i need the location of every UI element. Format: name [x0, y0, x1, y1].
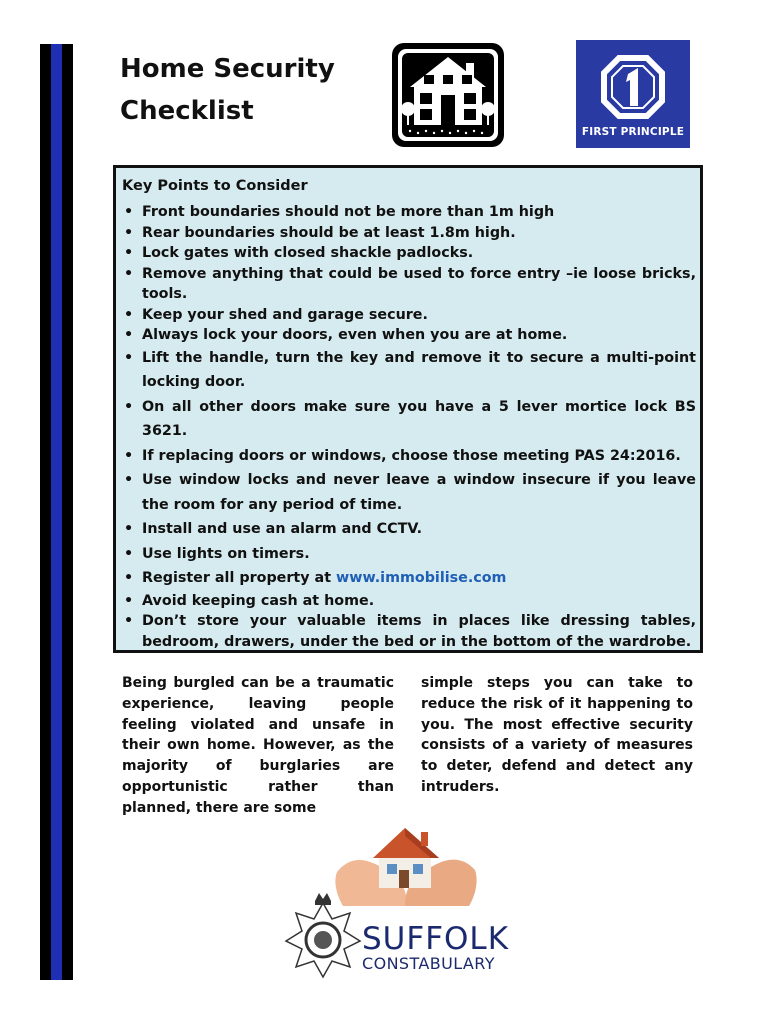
title-line-1: Home Security [120, 54, 335, 84]
side-stripe-blue [51, 44, 62, 980]
list-item: • Front boundaries should not be more than 1m high [122, 202, 696, 223]
list-item: • Lock gates with closed shackle padlocks. [122, 243, 696, 264]
hands-holding-house-image [333, 812, 479, 906]
immobilise-link[interactable]: www.immobilise.com [336, 570, 507, 586]
list-item: • Install and use an alarm and CCTV. [122, 517, 696, 542]
list-item-register [122, 566, 696, 591]
list-item: • Use window locks and never leave a window insecure if you leave the room for any period of time. [122, 468, 696, 517]
suffolk-constabulary-wordmark [362, 923, 509, 973]
police-crest-icon [284, 893, 362, 979]
key-points-list [122, 202, 696, 652]
first-principle-logo [576, 40, 690, 148]
list-item: • Remove anything that could be used to force entry –ie loose bricks, tools. [122, 264, 696, 305]
org-name-line-2: CONSTABULARY [362, 954, 495, 973]
list-item: • Rear boundaries should be at least 1.8m high. [122, 223, 696, 244]
key-points-heading: Key Points to Consider [122, 178, 308, 194]
list-item: • Lift the handle, turn the key and remove it to secure a multi-point locking door. [122, 346, 696, 395]
first-principle-logo-text: FIRST PRINCIPLE [581, 126, 685, 138]
register-text: Register all property at [142, 570, 332, 586]
list-item: • Don’t store your valuable items in places like dressing tables, bedroom, drawers, under the bed or in the bottom of the wardrobe. [122, 611, 696, 652]
key-points-box [113, 165, 703, 653]
list-item: • Avoid keeping cash at home. [122, 591, 696, 612]
intro-paragraph-right: simple steps you can take to reduce the risk of it happening to you. The most effective security consists of a variety of measures to deter, defend and detect any intruders. [421, 675, 693, 795]
org-name-line-1: SUFFOLK [362, 921, 510, 957]
first-principle-emblem-icon [576, 44, 690, 128]
list-item: • On all other doors make sure you have a 5 lever mortice lock BS 3621. [122, 395, 696, 444]
title-line-2: Checklist [120, 96, 254, 126]
page-title [120, 48, 335, 132]
intro-paragraph-left: Being burgled can be a traumatic experience, leaving people feeling violated and unsafe in their own home. However, as the majority of burglaries are opportunistic rather than planned, there are some [122, 675, 394, 816]
list-item: • Always lock your doors, even when you are at home. [122, 325, 696, 346]
list-item: • Keep your shed and garage secure. [122, 305, 696, 326]
list-item: • If replacing doors or windows, choose those meeting PAS 24:2016. [122, 444, 696, 469]
list-item: • Use lights on timers. [122, 542, 696, 567]
house-icon [392, 43, 504, 147]
